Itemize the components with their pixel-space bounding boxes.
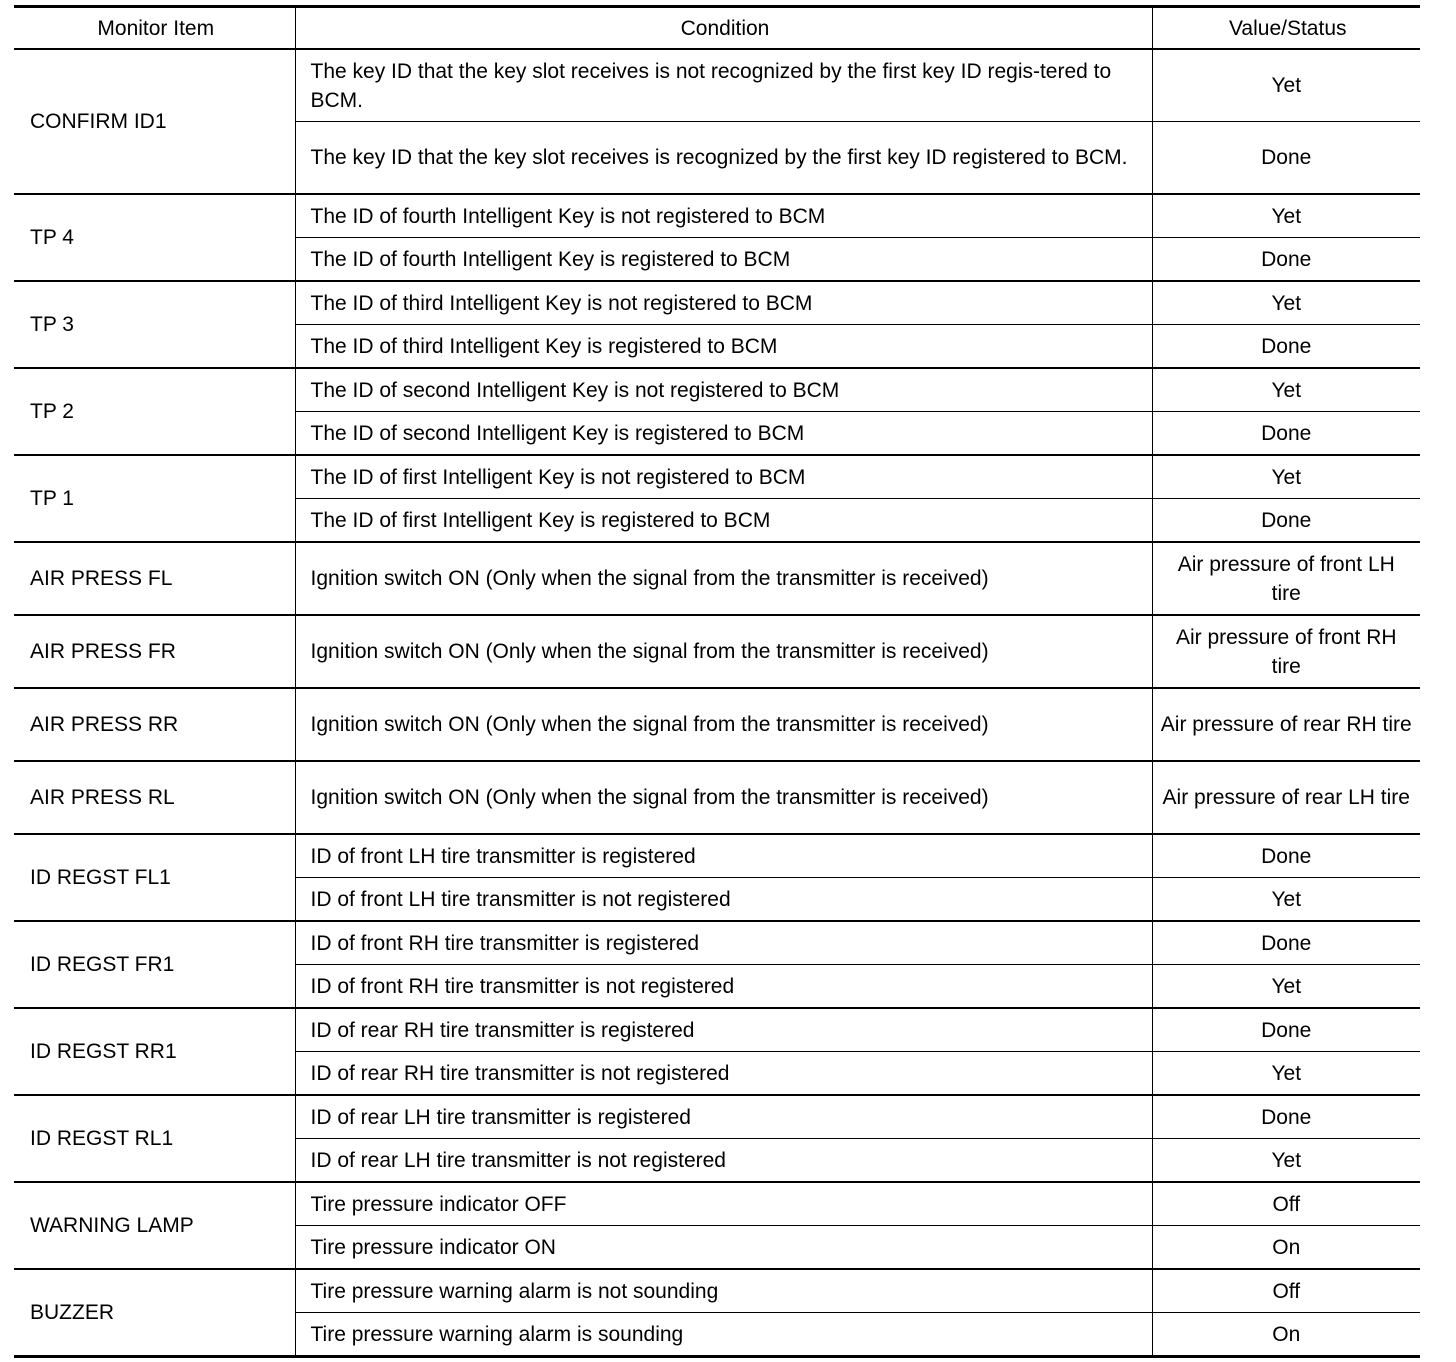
value-status-cell: Done [1152,1095,1420,1139]
table-row [14,1008,1420,1052]
monitor-item-group [14,1008,1420,1095]
table-row [14,834,1420,878]
value-status-cell: Air pressure of rear RH tire [1152,688,1420,761]
table-row [14,1269,1420,1313]
condition-cell: Ignition switch ON (Only when the signal from the transmitter is received) [295,615,1152,688]
value-status-cell: Off [1152,1182,1420,1226]
value-status-cell: Yet [1152,965,1420,1009]
monitor-item-cell: TP 4 [14,194,295,281]
condition-cell: The key ID that the key slot receives is not recognized by the first key ID regis-tered to BCM. [295,49,1152,122]
value-status-cell: Yet [1152,281,1420,325]
value-status-cell: On [1152,1313,1420,1357]
condition-cell: Ignition switch ON (Only when the signal from the transmitter is received) [295,542,1152,615]
condition-cell: ID of front RH tire transmitter is registered [295,921,1152,965]
condition-cell: ID of rear RH tire transmitter is not registered [295,1052,1152,1096]
monitor-item-cell: TP 1 [14,455,295,542]
value-status-cell: Air pressure of front LH tire [1152,542,1420,615]
table-row [14,761,1420,834]
condition-cell: The ID of first Intelligent Key is registered to BCM [295,499,1152,543]
value-status-cell: Yet [1152,1052,1420,1096]
monitor-item-cell: AIR PRESS RR [14,688,295,761]
monitor-item-group [14,194,1420,281]
condition-cell: The ID of second Intelligent Key is not registered to BCM [295,368,1152,412]
value-status-cell: Yet [1152,878,1420,922]
monitor-item-group [14,368,1420,455]
table-row [14,194,1420,238]
value-status-cell: Done [1152,499,1420,543]
condition-cell: The ID of first Intelligent Key is not registered to BCM [295,455,1152,499]
condition-cell: ID of rear RH tire transmitter is registered [295,1008,1152,1052]
value-status-cell: On [1152,1226,1420,1270]
condition-cell: ID of front LH tire transmitter is registered [295,834,1152,878]
value-status-cell: Yet [1152,194,1420,238]
monitor-item-group [14,761,1420,834]
value-status-cell: Off [1152,1269,1420,1313]
header-condition: Condition [295,7,1152,50]
table-row [14,921,1420,965]
value-status-cell: Done [1152,921,1420,965]
table-row [14,1182,1420,1226]
monitor-item-group [14,834,1420,921]
monitor-item-cell: AIR PRESS FL [14,542,295,615]
monitor-item-cell: ID REGST FR1 [14,921,295,1008]
monitor-item-group [14,1095,1420,1182]
value-status-cell: Air pressure of front RH tire [1152,615,1420,688]
table-row [14,688,1420,761]
condition-cell: The key ID that the key slot receives is recognized by the first key ID registered to BCM. [295,122,1152,195]
monitor-item-group [14,1182,1420,1269]
monitor-item-cell: AIR PRESS FR [14,615,295,688]
value-status-cell: Done [1152,238,1420,282]
condition-cell: The ID of third Intelligent Key is registered to BCM [295,325,1152,369]
monitor-item-cell: ID REGST RL1 [14,1095,295,1182]
value-status-cell: Yet [1152,49,1420,122]
monitor-item-cell: ID REGST FL1 [14,834,295,921]
table-row [14,455,1420,499]
condition-cell: Tire pressure warning alarm is sounding [295,1313,1152,1357]
value-status-cell: Done [1152,1008,1420,1052]
condition-cell: The ID of second Intelligent Key is registered to BCM [295,412,1152,456]
table-row [14,281,1420,325]
condition-cell: Tire pressure indicator ON [295,1226,1152,1270]
monitor-item-group [14,921,1420,1008]
table-row [14,615,1420,688]
table-row [14,1095,1420,1139]
monitor-item-group [14,542,1420,615]
monitor-item-group [14,281,1420,368]
condition-cell: The ID of fourth Intelligent Key is not registered to BCM [295,194,1152,238]
value-status-cell: Yet [1152,455,1420,499]
table-header [14,7,1420,50]
value-status-cell: Done [1152,412,1420,456]
condition-cell: The ID of fourth Intelligent Key is registered to BCM [295,238,1152,282]
monitor-item-cell: WARNING LAMP [14,1182,295,1269]
monitor-item-group [14,455,1420,542]
table-row [14,368,1420,412]
value-status-cell: Done [1152,122,1420,195]
monitor-item-cell: CONFIRM ID1 [14,49,295,194]
header-row [14,7,1420,50]
value-status-cell: Air pressure of rear LH tire [1152,761,1420,834]
value-status-cell: Done [1152,834,1420,878]
condition-cell: Ignition switch ON (Only when the signal from the transmitter is received) [295,688,1152,761]
monitor-item-group [14,49,1420,194]
monitor-item-cell: TP 3 [14,281,295,368]
value-status-cell: Yet [1152,1139,1420,1183]
header-value-status: Value/Status [1152,7,1420,50]
monitor-item-cell: ID REGST RR1 [14,1008,295,1095]
monitor-item-group [14,688,1420,761]
condition-cell: ID of rear LH tire transmitter is not registered [295,1139,1152,1183]
condition-cell: ID of front LH tire transmitter is not registered [295,878,1152,922]
header-monitor-item: Monitor Item [14,7,295,50]
condition-cell: Tire pressure indicator OFF [295,1182,1152,1226]
table-row [14,49,1420,122]
monitor-item-group [14,1269,1420,1357]
value-status-cell: Yet [1152,368,1420,412]
condition-cell: ID of rear LH tire transmitter is registered [295,1095,1152,1139]
condition-cell: Tire pressure warning alarm is not sounding [295,1269,1152,1313]
monitor-item-cell: BUZZER [14,1269,295,1357]
table-row [14,542,1420,615]
condition-cell: The ID of third Intelligent Key is not registered to BCM [295,281,1152,325]
value-status-cell: Done [1152,325,1420,369]
condition-cell: Ignition switch ON (Only when the signal from the transmitter is received) [295,761,1152,834]
monitor-item-group [14,615,1420,688]
monitor-item-cell: TP 2 [14,368,295,455]
condition-cell: ID of front RH tire transmitter is not registered [295,965,1152,1009]
monitor-item-cell: AIR PRESS RL [14,761,295,834]
monitor-item-table [14,5,1420,1358]
